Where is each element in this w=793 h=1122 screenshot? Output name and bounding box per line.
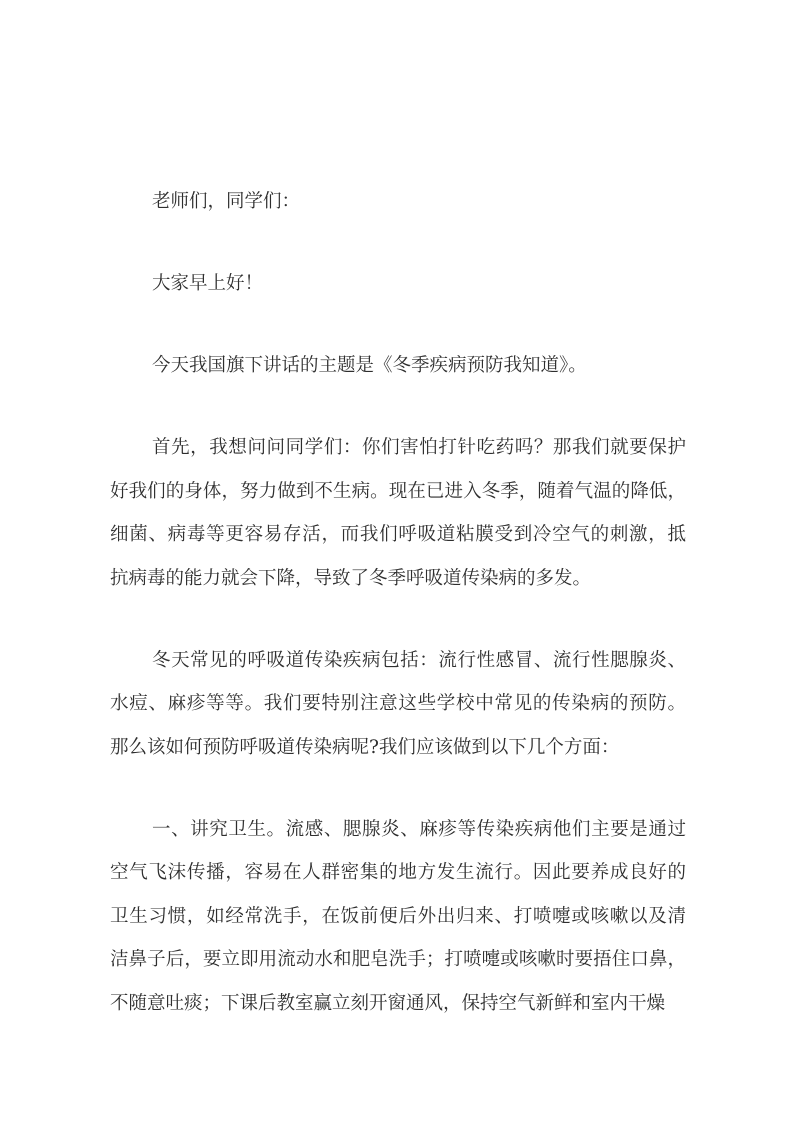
paragraph [110, 639, 686, 770]
text-line: 今天我国旗下讲话的主题是《冬季疾病预防我知道》。 [152, 355, 587, 376]
text-line: 一、讲究卫生。流感、腮腺炎、麻疹等传染疾病他们主要是通过 [152, 818, 686, 840]
text-line: 不随意吐痰；下课后教室赢立刻开窗通风，保持空气新鲜和室内干燥 [110, 992, 666, 1014]
text-line: 空气飞沫传播，容易在人群密集的地方发生流行。因此要养成良好的 [110, 862, 686, 883]
text-line: 首先，我想问问同学们：你们害怕打针吃药吗？那我们就要保护 [152, 437, 686, 458]
paragraph [110, 808, 686, 1026]
text-line: 好我们的身体，努力做到不生病。现在已进入冬季，随着气温的降低， [110, 480, 686, 502]
document-body [110, 180, 686, 1025]
text-line: 细菌、病毒等更容易存活，而我们呼吸道粘膜受到冷空气的刺激，抵 [110, 524, 686, 545]
text-line: 水痘、麻疹等等。我们要特别注意这些学校中常见的传染病的预防。 [110, 693, 686, 714]
paragraph [110, 180, 686, 224]
text-line: 那么该如何预防呼吸道传染病呢?我们应该做到以下几个方面： [110, 736, 620, 758]
text-line: 卫生习惯，如经常洗手，在饭前便后外出归来、打喷嚏或咳嗽以及清 [110, 905, 686, 927]
paragraph [110, 426, 686, 600]
paragraph [110, 344, 686, 388]
text-line: 大家早上好！ [152, 273, 264, 294]
text-line: 老师们，同学们： [152, 191, 301, 212]
text-line: 抗病毒的能力就会下降，导致了冬季呼吸道传染病的多发。 [110, 567, 592, 589]
paragraph [110, 262, 686, 306]
text-line: 洁鼻子后，要立即用流动水和肥皂洗手；打喷嚏或咳嗽时要捂住口鼻， [110, 949, 686, 970]
text-line: 冬天常见的呼吸道传染疾病包括：流行性感冒、流行性腮腺炎、 [152, 649, 686, 671]
